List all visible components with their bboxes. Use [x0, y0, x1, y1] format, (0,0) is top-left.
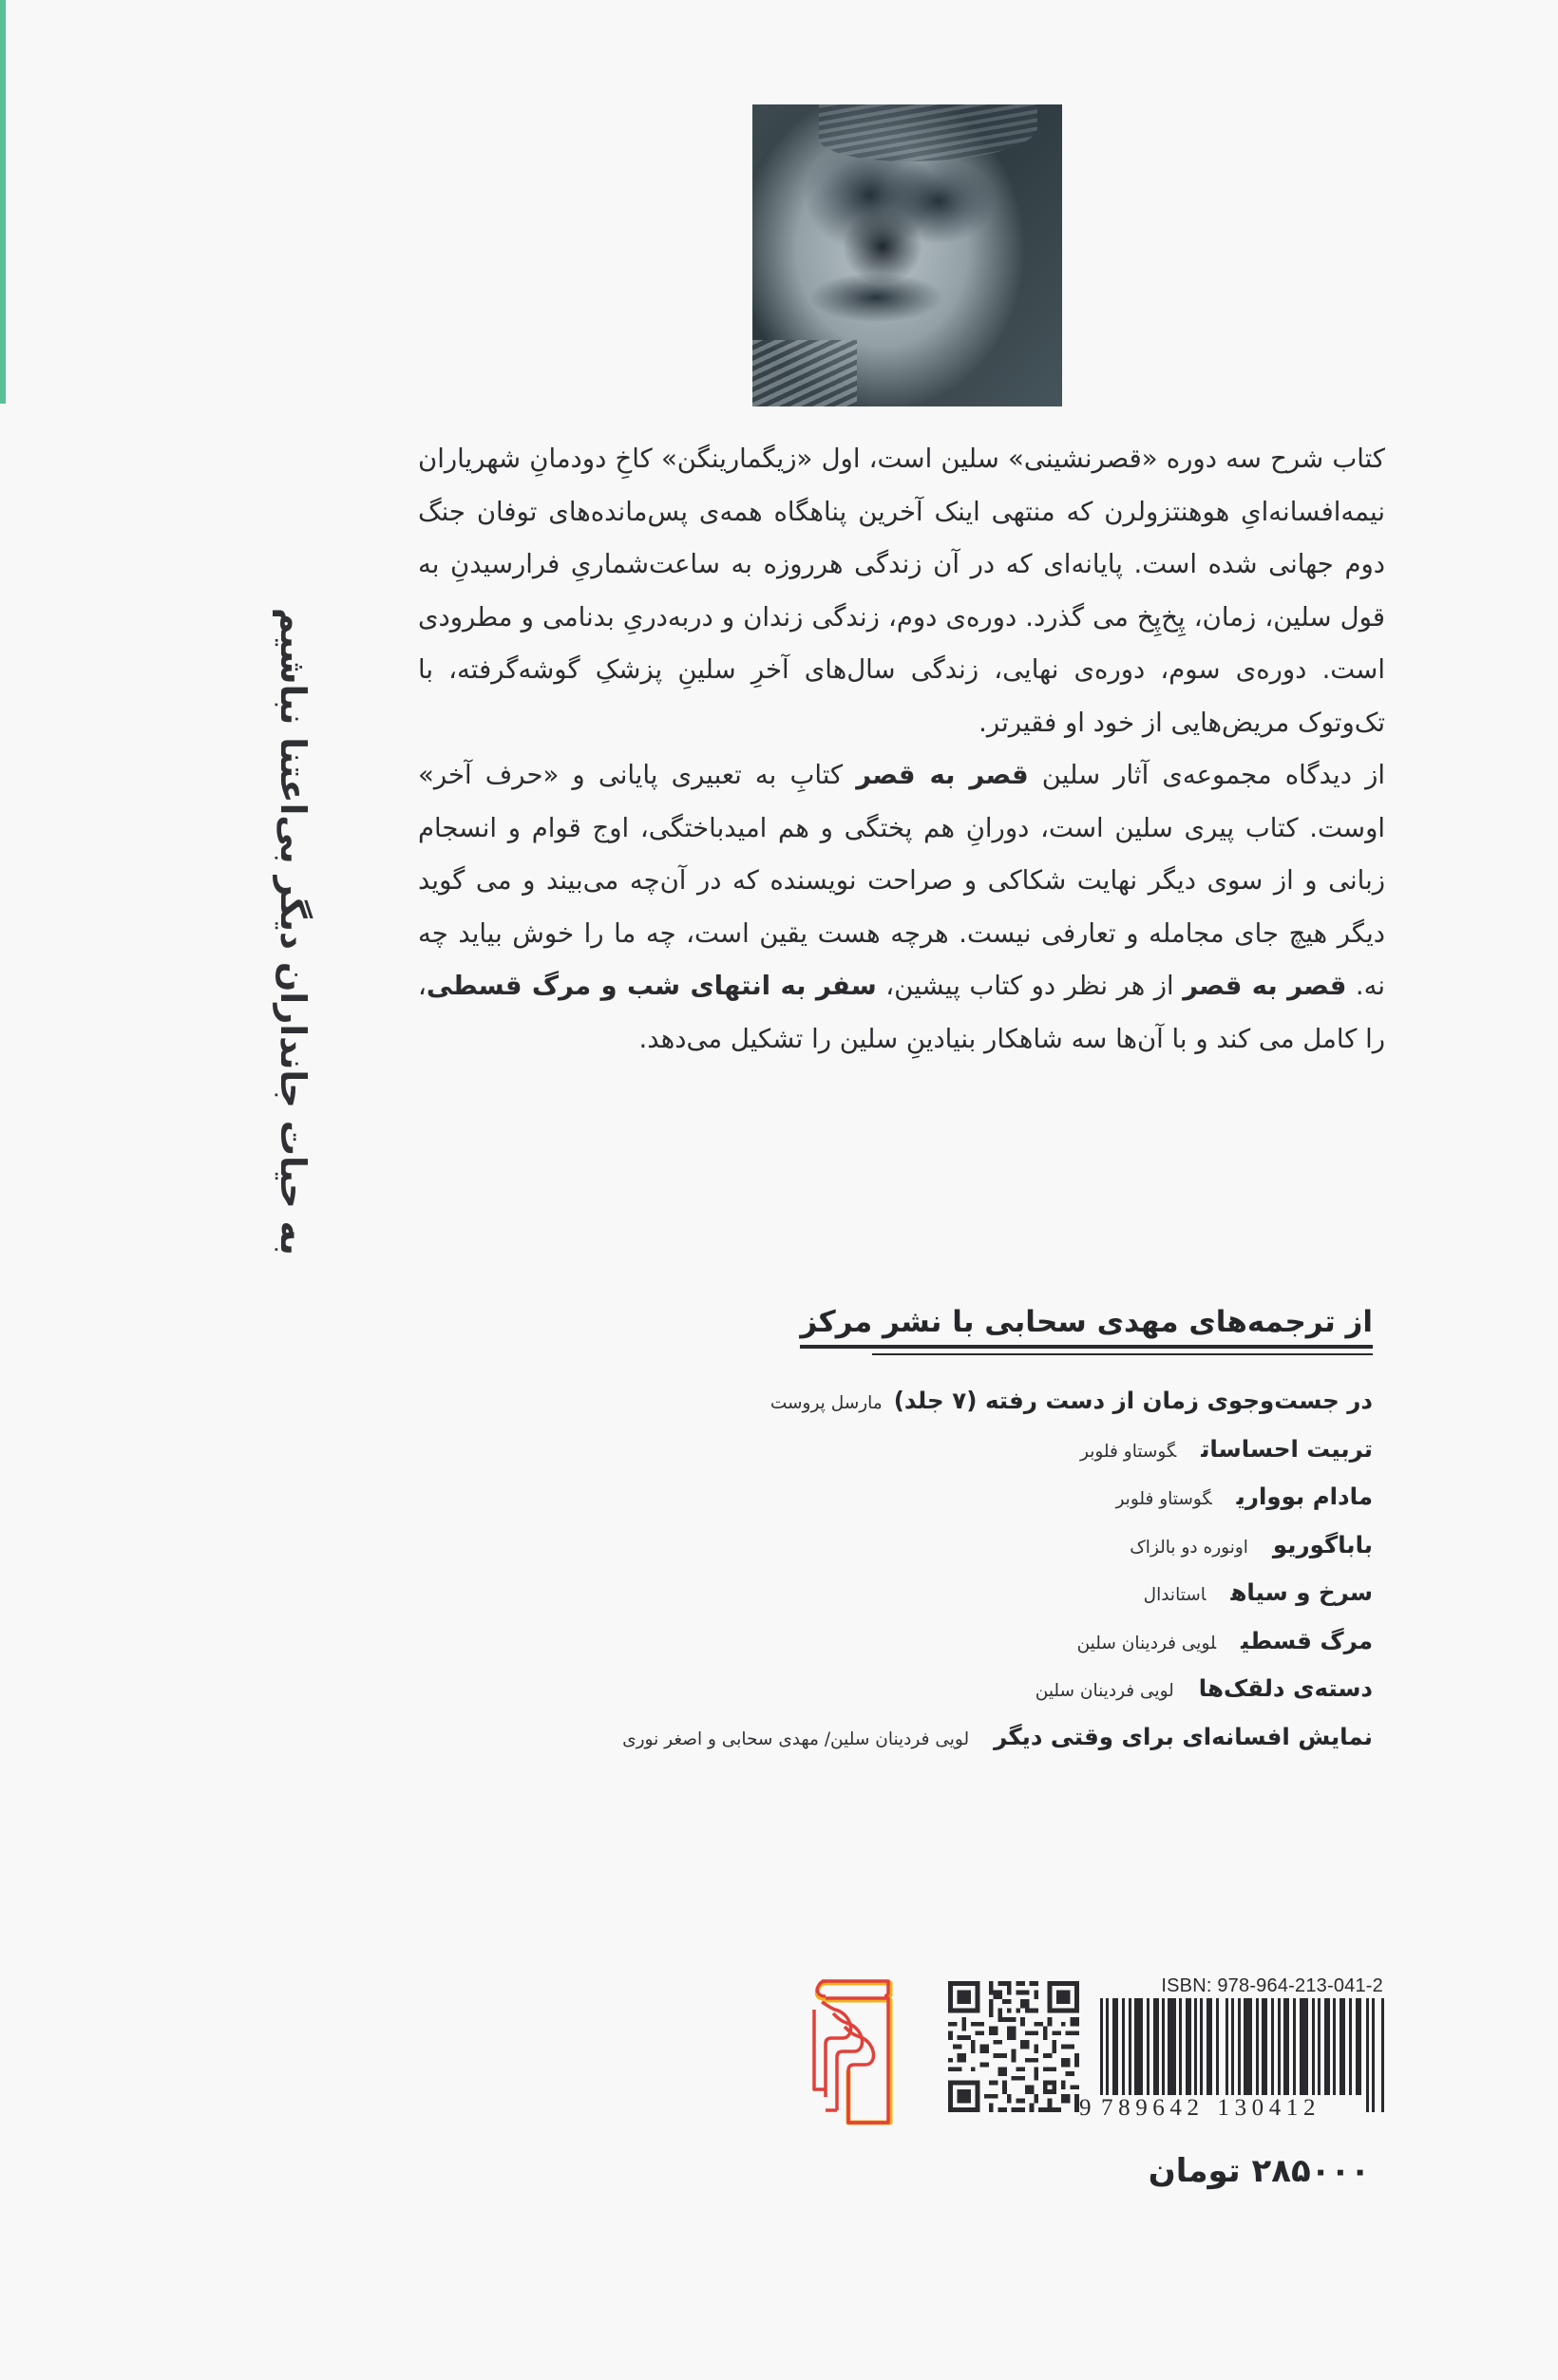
isbn-label: ISBN: 978-964-213-041-2: [1161, 1975, 1383, 1996]
qr-code-icon[interactable]: [948, 1981, 1079, 2112]
book-title: باباگوریو: [1272, 1530, 1373, 1558]
description-paragraph-2: [418, 749, 1385, 1066]
book-author: لویی فردینان سلین: [1035, 1681, 1174, 1701]
book-list: [513, 1377, 1373, 1761]
book-title: تربیت احساسات: [1201, 1434, 1373, 1463]
book-title: در جست‌وجوی زمان از دست رفته (۷ جلد): [893, 1387, 1373, 1414]
book-description: [418, 433, 1385, 1066]
book-title: مادام بوواری: [1236, 1483, 1373, 1510]
cover-accent-strip: [0, 0, 6, 404]
book-author: گوستاو فلوبر: [1080, 1441, 1177, 1462]
title-underline-thin: [872, 1353, 1373, 1355]
translations-title: [800, 1301, 1373, 1356]
book-author: لویی فردینان سلین/ مهدی سحابی و اصغر نوری: [622, 1728, 970, 1749]
publisher-logo-icon: [810, 1975, 894, 2127]
book-list-item: [513, 1426, 1373, 1474]
vertical-slogan: به حیات جانداران دیگر بی‌اعتنا نباشیم: [273, 608, 314, 1256]
book-title: نمایش افسانه‌ای برای وقتی دیگر: [994, 1722, 1373, 1750]
translations-title-text: از ترجمه‌های مهدی سحابی با نشر مرکز: [800, 1305, 1373, 1339]
book-author: گوستاو فلوبر: [1115, 1489, 1212, 1509]
description-text: از دیدگاه مجموعه‌ی آثار سلین: [1028, 760, 1386, 790]
book-list-item: [513, 1377, 1373, 1426]
barcode-digit-group: 789642: [1101, 2095, 1205, 2121]
price-label: ۲۸۵۰۰۰ تومان: [1148, 2152, 1370, 2190]
book-title: سرخ و سیاه: [1230, 1578, 1373, 1606]
title-underline-thick: [800, 1345, 1373, 1349]
book-list-item: [513, 1713, 1373, 1762]
book-title: دسته‌ی دلقک‌ها: [1198, 1674, 1373, 1702]
book-author: استاندال: [1143, 1585, 1206, 1605]
barcode-digits: [1074, 2095, 1387, 2122]
author-photo-collar-texture: [752, 340, 857, 406]
translations-section: [513, 1301, 1373, 1750]
book-list-item: [513, 1521, 1373, 1570]
book-author: لویی فردینان سلین: [1076, 1633, 1217, 1653]
book-title-emphasis: قصر به قصر: [1183, 971, 1347, 1001]
description-text: ، را کامل می کند و با آن‌ها سه شاهکار بنیادینِ سلین را تشکیل می‌دهد.: [418, 971, 1385, 1054]
description-text: از هر نظر دو کتاب پیشین،: [876, 971, 1184, 1001]
isbn-barcode: [1074, 1975, 1387, 2132]
book-author: اونوره دو بالزاک: [1130, 1537, 1248, 1558]
description-text: کتابِ به تعبیری پایانی و «حرف آخر» اوست. کتاب پیری سلین است، دورانِ هم پختگی و هم امیدباختگی، اوج قوام و انسجام زبانی و از سوی دیگر نهایت شکاکی و صراحت نویسنده که در آن‌چه می‌بیند و می گوید دیگر هیچ جای مجامله و تعارفی نیست. هرچه هست یقین است، چه ما را خوش بیاید چه نه.: [418, 760, 1385, 1001]
author-photo: [752, 104, 1062, 406]
book-list-item: [513, 1665, 1373, 1713]
book-title-emphasis: سفر به انتهای شب و مرگ قسطی: [426, 971, 877, 1001]
book-title-emphasis: قصر به قصر: [856, 760, 1029, 790]
barcode-lead-digit: 9: [1079, 2095, 1097, 2121]
book-title: مرگ قسطی: [1241, 1626, 1373, 1654]
book-list-item: [513, 1617, 1373, 1666]
barcode-digit-group: 130412: [1217, 2095, 1321, 2121]
book-list-item: [513, 1569, 1373, 1617]
book-list-item: [513, 1473, 1373, 1521]
book-author: مارسل پروست: [770, 1393, 883, 1413]
description-paragraph-1: کتاب شرح سه دوره «قصرنشینی» سلین است، اول «زیگمارینگن» کاخِ دودمانِ شهریاران نیمه‌افسانه‌ایِ هوهنتزولرن که منتهی اینک آخرین پناهگاه همه‌ی پس‌مانده‌های توفان جنگ دوم جهانی شده است. پایانه‌ای که در آن زندگی هرروزه به ساعت‌شماریِ فرارسیدنِ به قول سلین، زمان، پِخ‌پِخ می گذرد. دوره‌ی دوم، زندگی زندان و دربه‌دریِ بدنامی و مطرودی است. دوره‌ی سوم، دوره‌ی نهایی، زندگی سال‌های آخرِ سلینِ پزشکِ گوشه‌گرفته، با تک‌وتوک مریض‌هایی از خود او فقیرتر.: [418, 444, 1385, 738]
author-photo-hair-texture: [819, 104, 1037, 161]
